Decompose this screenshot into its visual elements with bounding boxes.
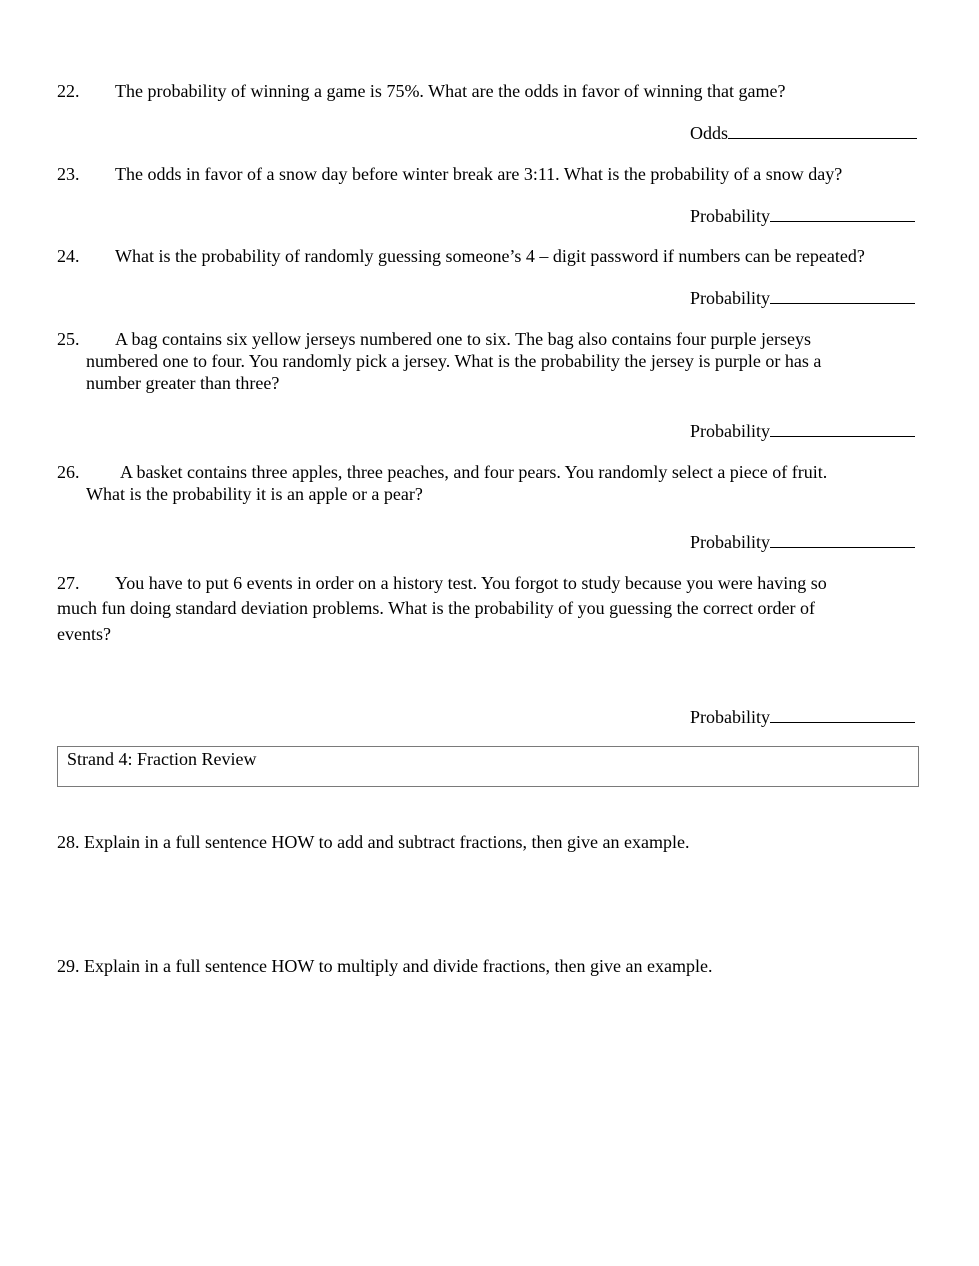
answer-label: Probability [690, 532, 770, 552]
question-text: The probability of winning a game is 75%. What are the odds in favor of winning that game? [115, 81, 786, 101]
question-number: 23. [57, 164, 80, 184]
question-text: The odds in favor of a snow day before winter break are 3:11. What is the probability of a snow day? [115, 164, 843, 184]
question-number: 25. [57, 329, 80, 349]
answer-label: Probability [690, 288, 770, 308]
answer-field-23[interactable] [690, 204, 915, 227]
question-number: 27. [57, 573, 80, 593]
question-text-line-3: number greater than three? [86, 373, 280, 393]
question-text-line-1: A basket contains three apples, three peaches, and four pears. You randomly select a piece of fruit. [120, 462, 828, 482]
answer-label: Odds [690, 123, 729, 143]
question-28: 28. Explain in a full sentence HOW to add and subtract fractions, then give an example. [57, 832, 690, 852]
answer-blank[interactable] [770, 705, 915, 723]
question-number: 22. [57, 81, 80, 101]
answer-field-26[interactable] [690, 530, 915, 553]
question-text-line-2: What is the probability it is an apple or a pear? [86, 484, 423, 504]
answer-label: Probability [690, 206, 770, 226]
answer-label: Probability [690, 421, 770, 441]
answer-label: Probability [690, 707, 770, 727]
answer-field-22[interactable] [690, 121, 917, 144]
question-text-line-3: events? [57, 624, 111, 644]
answer-blank[interactable] [770, 204, 915, 222]
answer-blank[interactable] [770, 530, 915, 548]
question-text-line-1: You have to put 6 events in order on a history test. You forgot to study because you were having so [115, 573, 827, 593]
question-text-line-2: numbered one to four. You randomly pick a jersey. What is the probability the jersey is purple or has a [86, 351, 822, 371]
strand-section-box [57, 746, 919, 787]
answer-blank[interactable] [770, 286, 915, 304]
answer-blank[interactable] [728, 121, 917, 139]
strand-title: Strand 4: Fraction Review [67, 749, 257, 769]
question-text: What is the probability of randomly guessing someone’s 4 – digit password if numbers can be repeated? [115, 246, 865, 266]
answer-field-25[interactable] [690, 419, 915, 442]
question-number: 24. [57, 246, 80, 266]
question-text-line-2: much fun doing standard deviation problems. What is the probability of you guessing the correct order of [57, 598, 815, 618]
question-text-line-1: A bag contains six yellow jerseys numbered one to six. The bag also contains four purple jerseys [115, 329, 812, 349]
answer-blank[interactable] [770, 419, 915, 437]
answer-field-27[interactable] [690, 705, 915, 728]
question-29: 29. Explain in a full sentence HOW to multiply and divide fractions, then give an example. [57, 956, 713, 976]
question-number: 26. [57, 462, 80, 482]
answer-field-24[interactable] [690, 286, 915, 309]
